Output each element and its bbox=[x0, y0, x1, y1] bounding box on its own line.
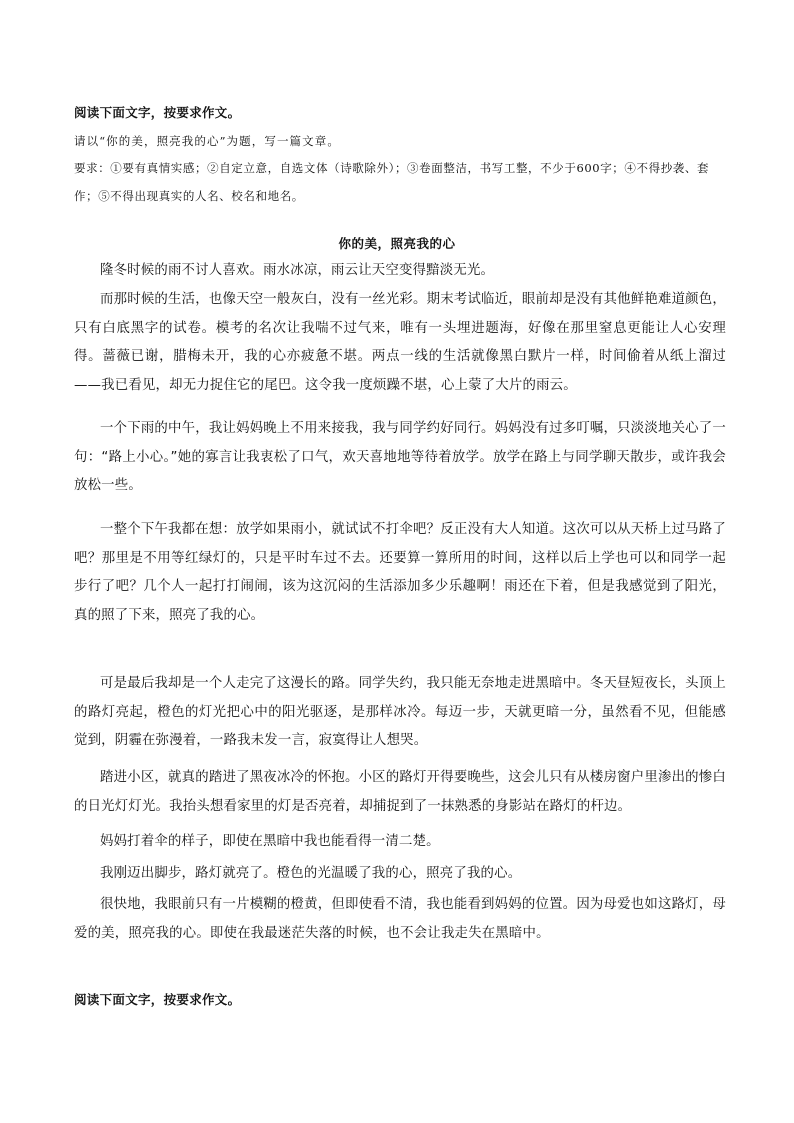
essay-paragraph: 妈妈打着伞的样子，即使在黑暗中我也能看得一清二楚。 bbox=[100, 834, 440, 849]
essay-paragraph: 可是最后我却是一个人走完了这漫长的路。同学失约，我只能无奈地走进黑暗中。冬天昼短夜长，头顶上的路灯亮起，橙色的灯光把心中的阳光驱逐，是那样冰冷。每迈一步，天就更暗一分，虽然看不见，但能感觉到，阴霾在弥漫着，一路我未发一言，寂寞得让人想哭。 bbox=[74, 676, 726, 748]
essay-paragraph: 很快地，我眼前只有一片模糊的橙黄，但即使看不清，我也能看到妈妈的位置。因为母爱也如这路灯，母爱的美，照亮我的心。即使在我最迷茫失落的时候，也不会让我走失在黑暗中。 bbox=[74, 897, 726, 941]
instruction-heading-next: 阅读下面文字，按要求作文。 bbox=[74, 992, 241, 1007]
instruction-heading: 阅读下面文字，按要求作文。 bbox=[74, 105, 241, 120]
essay-requirements: 要求：①要有真情实感；②自定立意，自选文体（诗歌除外）；③卷面整洁，书写工整，不少于600字；④不得抄袭、套作；⑤不得出现真实的人名、校名和地名。 bbox=[74, 161, 710, 203]
essay-paragraph: 一个下雨的中午，我让妈妈晚上不用来接我，我与同学约好同行。妈妈没有过多叮嘱，只淡淡地关心了一句：“路上小心。”她的寡言让我衷松了口气，欢天喜地地等待着放学。放学在路上与同学聊天散步，或许我会放松一些。 bbox=[74, 421, 726, 493]
essay-paragraph: 而那时候的生活，也像天空一般灰白，没有一丝光彩。期末考试临近，眼前却是没有其他鲜艳难道颜色，只有白底黑字的试卷。模考的名次让我喘不过气来，唯有一头埋进题海，好像在那里窒息更能让人心安理得。蔷薇已谢，腊梅未开，我的心亦疲惫不堪。两点一线的生活就像黑白默片一样，时间偷着从纸上溜过——我已看见，却无力捉住它的尾巴。这令我一度烦躁不堪，心上蒙了大片的雨云。 bbox=[74, 292, 726, 393]
essay-paragraph: 隆冬时候的雨不讨人喜欢。雨水冰凉，雨云让天空变得黯淡无光。 bbox=[100, 263, 495, 278]
essay-paragraph: 我刚迈出脚步，路灯就亮了。橙色的光温暖了我的心，照亮了我的心。 bbox=[100, 866, 522, 881]
essay-paragraph: 一整个下午我都在想：放学如果雨小，就试试不打伞吧？反正没有大人知道。这次可以从天桥上过马路了吧？那里是不用等红绿灯的，只是平时车过不去。还要算一算所用的时间，这样以后上学也可以和同学一起步行了吧？几个人一起打打闹闹，该为这沉闷的生活添加多少乐趣啊！雨还在下着，但是我感觉到了阳光，真的照了下来，照亮了我的心。 bbox=[74, 522, 726, 623]
essay-paragraph: 踏进小区，就真的踏进了黑夜冰冷的怀抱。小区的路灯开得要晚些，这会儿只有从楼房窗户里渗出的惨白的日光灯灯光。我抬头想看家里的灯是否亮着，却捕捉到了一抹熟悉的身影站在路灯的杆边。 bbox=[74, 770, 726, 814]
essay-title: 你的美，照亮我的心 bbox=[338, 236, 456, 251]
essay-prompt: 请以“你的美，照亮我的心”为题，写一篇文章。 bbox=[74, 134, 340, 148]
